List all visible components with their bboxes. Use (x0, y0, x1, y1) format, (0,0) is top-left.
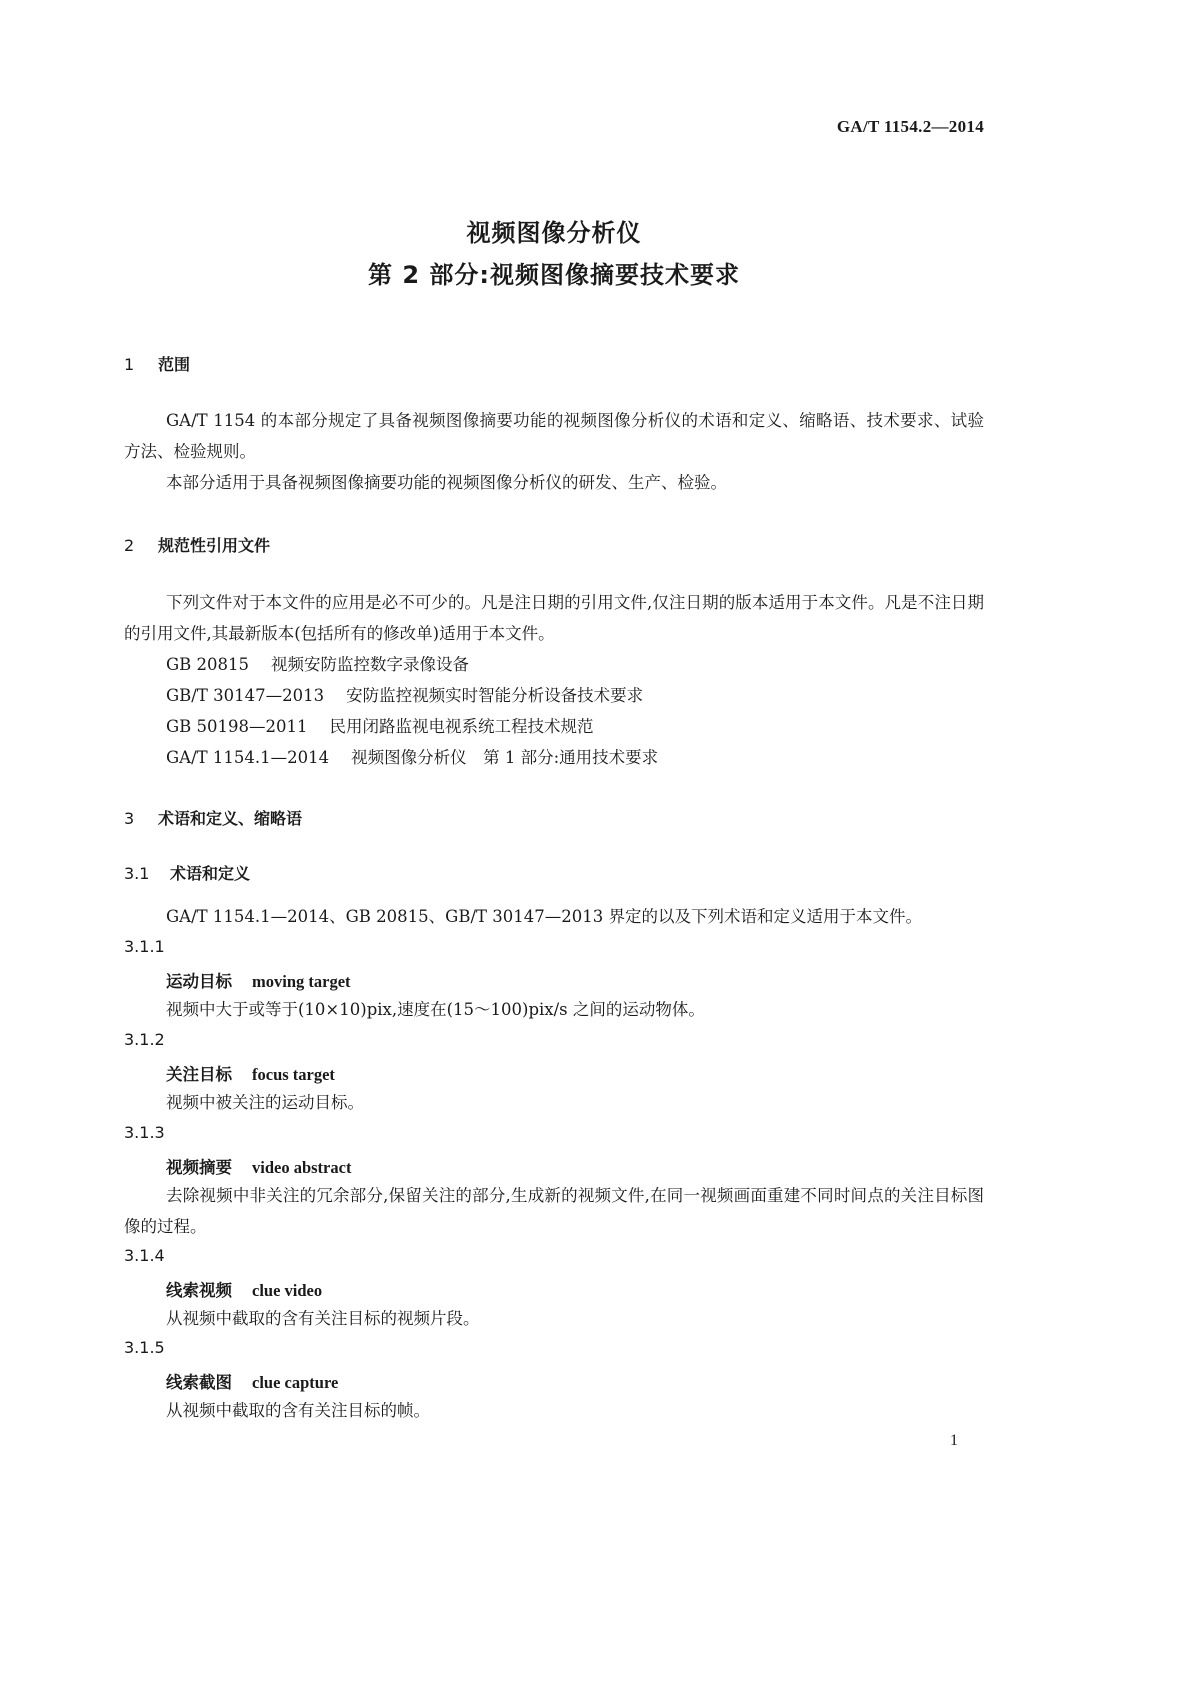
reference-item (166, 742, 658, 773)
section-title: 规范性引用文件 (158, 536, 271, 555)
terms-intro: GA/T 1154.1—2014、GB 20815、GB/T 30147—2013 界定的以及下列术语和定义适用于本文件。 (166, 907, 923, 926)
term-name-en: clue capture (252, 1373, 339, 1392)
section-2-heading (124, 533, 270, 556)
reference-title: 视频图像分析仪 第 1 部分:通用技术要求 (351, 748, 659, 767)
term-definition: 从视频中截取的含有关注目标的视频片段。 (166, 1309, 480, 1328)
term-name-zh: 关注目标 (166, 1065, 232, 1084)
term-number: 3.1.2 (124, 1030, 165, 1049)
reference-title: 安防监控视频实时智能分析设备技术要求 (346, 686, 644, 705)
term-name (166, 1369, 338, 1393)
term-name-zh: 线索截图 (166, 1373, 232, 1392)
document-title-line-2: 第 2 部分:视频图像摘要技术要求 (367, 261, 740, 289)
reference-item (166, 649, 469, 680)
page-number: 1 (950, 1432, 958, 1449)
section-number: 2 (124, 536, 135, 555)
scope-paragraph-1: GA/T 1154 的本部分规定了具备视频图像摘要功能的视频图像分析仪的术语和定义、缩略语、技术要求、试验方法、检验规则。 (124, 411, 984, 461)
reference-code: GB/T 30147—2013 (166, 686, 325, 705)
term-definition: 从视频中截取的含有关注目标的帧。 (166, 1401, 430, 1420)
section-title: 范围 (158, 355, 191, 374)
term-definition: 视频中被关注的运动目标。 (166, 1093, 364, 1112)
term-name (166, 1061, 335, 1085)
term-number: 3.1.5 (124, 1338, 165, 1357)
reference-code: GB 50198—2011 (166, 717, 308, 736)
section-title: 术语和定义、缩略语 (158, 809, 303, 828)
document-title-line-1: 视频图像分析仪 (466, 219, 642, 247)
subsection-title: 术语和定义 (170, 864, 251, 883)
normative-intro: 下列文件对于本文件的应用是必不可少的。凡是注日期的引用文件,仅注日期的版本适用于本文件。凡是不注日期的引用文件,其最新版本(包括所有的修改单)适用于本文件。 (124, 593, 984, 643)
scope-paragraph-2: 本部分适用于具备视频图像摘要功能的视频图像分析仪的研发、生产、检验。 (166, 473, 727, 492)
term-name (166, 1277, 322, 1301)
term-definition: 去除视频中非关注的冗余部分,保留关注的部分,生成新的视频文件,在同一视频画面重建不同时间点的关注目标图像的过程。 (124, 1186, 984, 1236)
term-name-zh: 视频摘要 (166, 1158, 232, 1177)
section-3-1-heading (124, 861, 250, 884)
reference-title: 视频安防监控数字录像设备 (271, 655, 470, 674)
term-definition: 视频中大于或等于(10×10)pix,速度在(15～100)pix/s 之间的运动物体。 (166, 1000, 705, 1019)
reference-item (166, 711, 594, 742)
term-name-en: video abstract (252, 1158, 352, 1177)
term-number: 3.1.3 (124, 1123, 165, 1142)
reference-title: 民用闭路监视电视系统工程技术规范 (329, 717, 594, 736)
reference-code: GB 20815 (166, 655, 250, 674)
reference-item (166, 680, 643, 711)
reference-code: GA/T 1154.1—2014 (166, 748, 330, 767)
term-name-en: focus target (252, 1065, 335, 1084)
term-name (166, 1154, 351, 1178)
section-3-heading (124, 806, 302, 829)
term-name-zh: 运动目标 (166, 972, 232, 991)
subsection-number: 3.1 (124, 864, 150, 883)
term-name-en: clue video (252, 1281, 323, 1300)
term-name (166, 968, 351, 992)
section-number: 1 (124, 355, 135, 374)
term-name-zh: 线索视频 (166, 1281, 232, 1300)
term-name-en: moving target (252, 972, 351, 991)
section-1-heading (124, 352, 190, 375)
section-number: 3 (124, 809, 135, 828)
term-number: 3.1.4 (124, 1246, 165, 1265)
term-number: 3.1.1 (124, 937, 165, 956)
document-code: GA/T 1154.2—2014 (836, 117, 984, 136)
